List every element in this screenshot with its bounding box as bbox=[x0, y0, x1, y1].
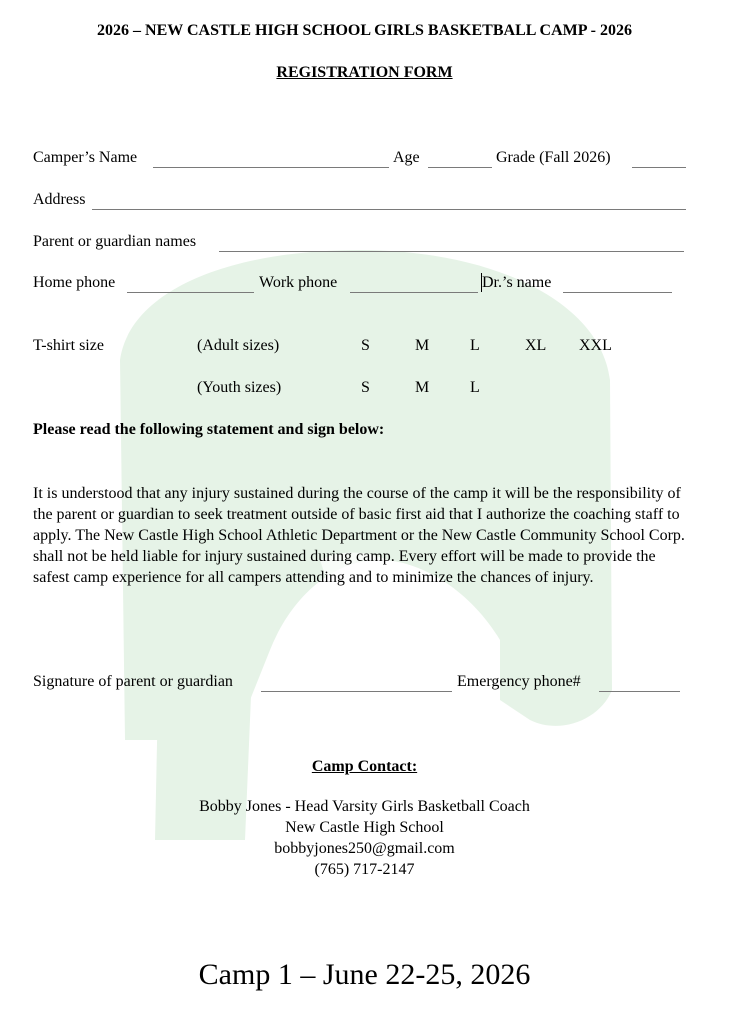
statement-text: It is understood that any injury sustained during the course of the camp it will be the responsibility of the parent or guardian to seek treatment outside of basic first aid that I authorize the coaching staff to apply. The New Castle High School Athletic Department or the New Castle Community School Corp. shall not be held liable for injury sustained during camp. Every effort will be made to provide the safest camp experience for all campers attending and to minimize the chances of injury. bbox=[33, 485, 685, 586]
grade-field[interactable] bbox=[632, 167, 686, 168]
statement-heading: Please read the following statement and sign below: bbox=[33, 421, 385, 438]
home-phone-field[interactable] bbox=[127, 292, 254, 293]
parent-names-field[interactable] bbox=[219, 251, 684, 252]
adult-size-option[interactable]: L bbox=[470, 337, 480, 354]
contact-school: New Castle High School bbox=[285, 819, 444, 836]
signature-field[interactable] bbox=[261, 691, 452, 692]
adult-size-option[interactable]: S bbox=[361, 337, 370, 354]
youth-size-option[interactable]: S bbox=[361, 379, 370, 396]
youth-size-option[interactable]: M bbox=[415, 379, 430, 396]
contact-name: Bobby Jones - Head Varsity Girls Basketball Coach bbox=[199, 798, 530, 815]
dr-name-label: Dr.’s name bbox=[482, 274, 552, 291]
tshirt-size-label: T-shirt size bbox=[33, 337, 104, 354]
contact-phone: (765) 717-2147 bbox=[314, 861, 415, 878]
grade-label: Grade (Fall 2026) bbox=[496, 149, 611, 166]
adult-sizes-label: (Adult sizes) bbox=[197, 337, 280, 354]
campers-name-field[interactable] bbox=[153, 167, 389, 168]
youth-size-option[interactable]: L bbox=[470, 379, 480, 396]
dr-name-field[interactable] bbox=[563, 292, 672, 293]
adult-size-option[interactable]: M bbox=[415, 337, 430, 354]
emergency-phone-label: Emergency phone# bbox=[457, 673, 581, 690]
contact-email[interactable]: bobbyjones250@gmail.com bbox=[274, 840, 455, 857]
camp-contact-heading: Camp Contact: bbox=[311, 758, 418, 775]
emergency-phone-field[interactable] bbox=[599, 691, 680, 692]
age-label: Age bbox=[393, 149, 420, 166]
form-title: 2026 – NEW CASTLE HIGH SCHOOL GIRLS BASKETBALL CAMP - 2026 bbox=[97, 22, 632, 39]
work-phone-field[interactable] bbox=[350, 292, 478, 293]
parent-names-label: Parent or guardian names bbox=[33, 233, 197, 250]
home-phone-label: Home phone bbox=[33, 274, 116, 291]
work-phone-label: Work phone bbox=[259, 274, 338, 291]
adult-size-option[interactable]: XXL bbox=[579, 337, 612, 354]
form-subtitle: REGISTRATION FORM bbox=[276, 64, 453, 81]
signature-label: Signature of parent or guardian bbox=[33, 673, 233, 690]
adult-size-option[interactable]: XL bbox=[525, 337, 547, 354]
address-field[interactable] bbox=[92, 209, 686, 210]
age-field[interactable] bbox=[428, 167, 492, 168]
youth-sizes-label: (Youth sizes) bbox=[197, 379, 282, 396]
address-label: Address bbox=[33, 191, 86, 208]
campers-name-label: Camper’s Name bbox=[33, 149, 138, 166]
camp-dates: Camp 1 – June 22-25, 2026 bbox=[198, 958, 531, 991]
